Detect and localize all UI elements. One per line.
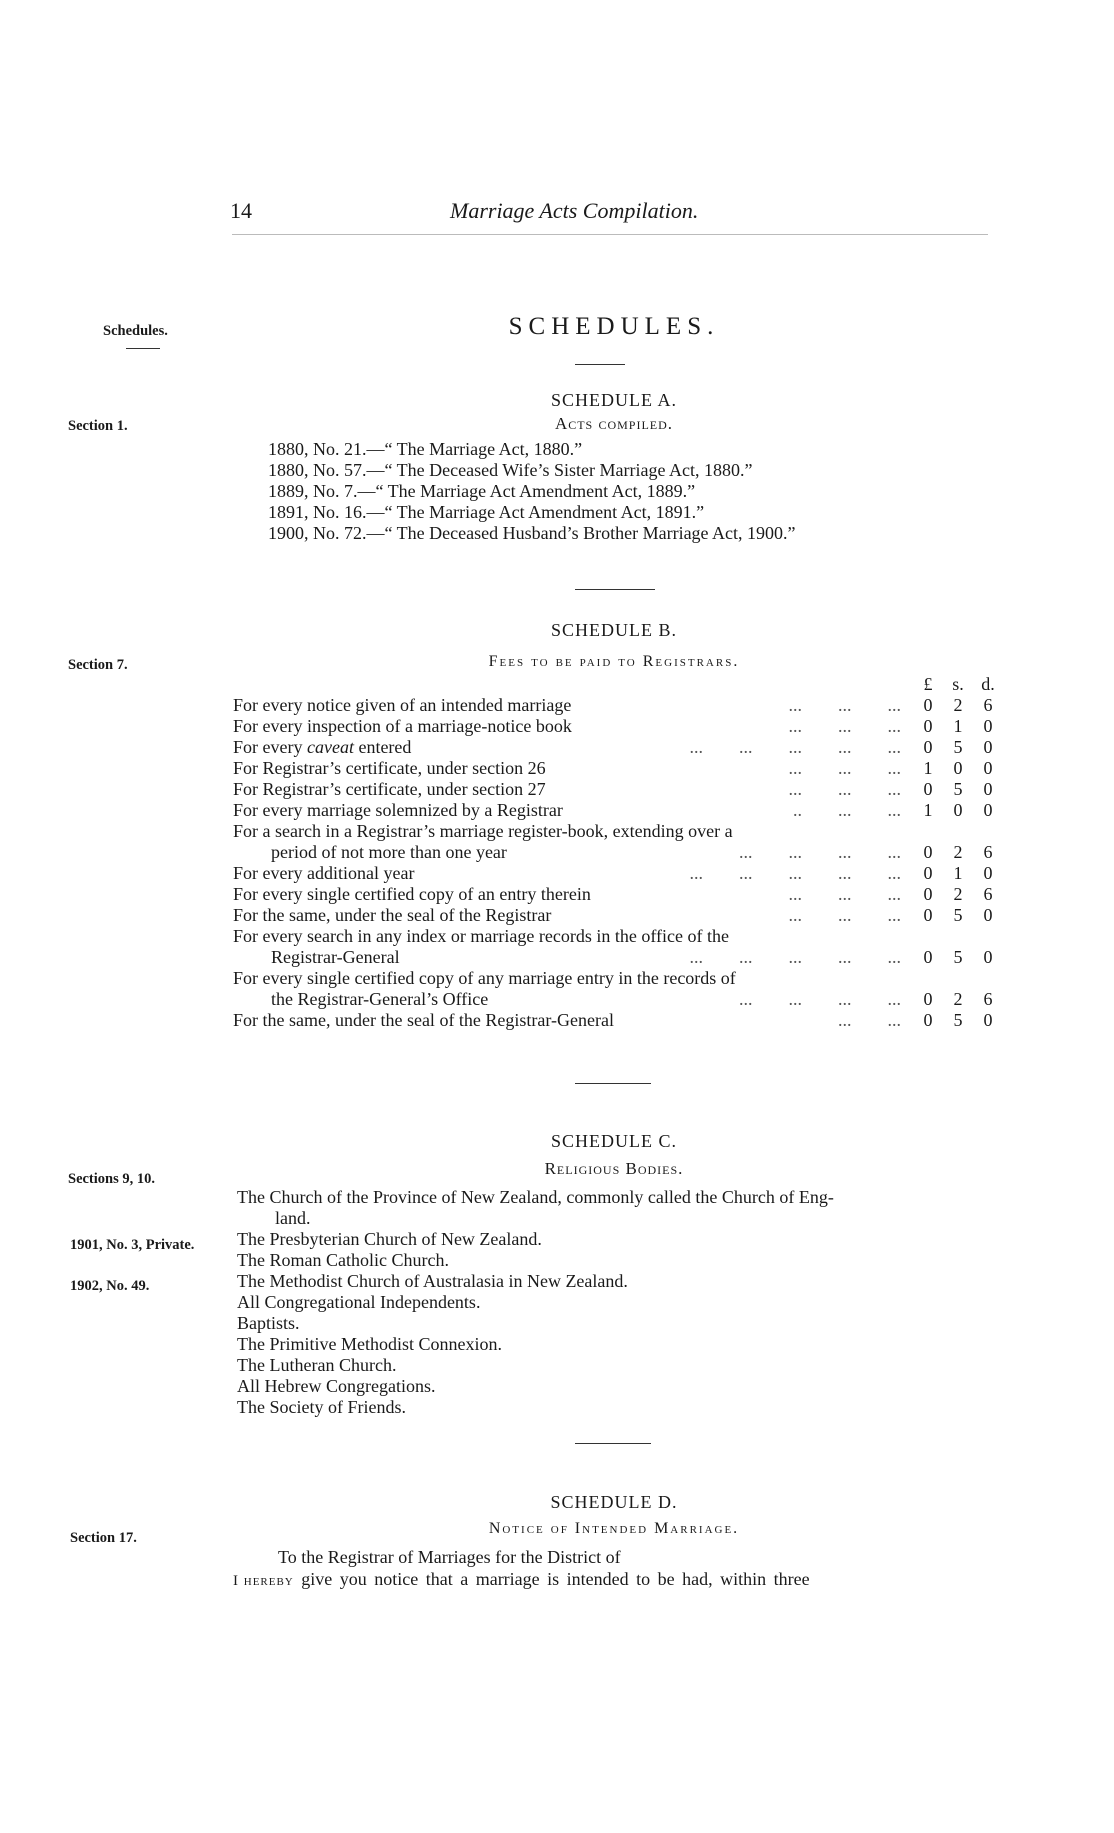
fee-pounds: 0 — [923, 737, 933, 757]
fee-pence: 0 — [983, 1010, 993, 1030]
schedule-d-heading: SCHEDULE D. — [550, 1492, 678, 1512]
fee-shillings: 5 — [953, 1010, 963, 1030]
margin-note-schedules: Schedules. — [103, 323, 168, 339]
leader-dots: ... ... ... ... — [739, 989, 901, 1009]
fee-pence: 0 — [983, 758, 993, 778]
fee-suffix: entered — [353, 737, 412, 757]
leader-dots: .. ... ... — [793, 800, 901, 820]
fee-description: For every search in any index or marriage records in the office of the — [233, 926, 729, 946]
fee-description: For a search in a Registrar’s marriage register-book, extending over a — [233, 821, 733, 841]
fee-prefix: For every — [233, 737, 307, 757]
religious-body: All Hebrew Congregations. — [237, 1376, 436, 1396]
fee-row — [233, 821, 1003, 842]
fee-pounds: 0 — [923, 779, 933, 799]
schedule-c-subheading: Religious Bodies. — [544, 1159, 684, 1178]
fee-row-continuation — [233, 989, 1003, 1010]
leader-dots: ... ... ... ... ... — [689, 863, 901, 883]
fee-description: For the same, under the seal of the Registrar-General — [233, 1010, 614, 1030]
leader-dots: ... ... ... — [788, 779, 901, 799]
fee-row — [233, 1010, 1003, 1031]
fee-pounds: 0 — [923, 842, 933, 862]
leader-dots: ... ... ... ... ... — [689, 947, 901, 967]
schedule-divider — [575, 589, 655, 590]
fee-row — [233, 884, 1003, 905]
notice-address-line: To the Registrar of Marriages for the District of — [278, 1547, 621, 1567]
fee-description: For every marriage solemnized by a Registrar — [233, 800, 563, 820]
fee-shillings: 5 — [953, 779, 963, 799]
schedule-b-heading: SCHEDULE B. — [550, 620, 677, 640]
fee-pounds: 0 — [923, 905, 933, 925]
fee-row-continuation — [233, 947, 1003, 968]
margin-note-sections-9-10: Sections 9, 10. — [68, 1171, 155, 1187]
fee-description: For every inspection of a marriage-notice book — [233, 716, 572, 736]
religious-body: The Society of Friends. — [237, 1397, 406, 1417]
fee-shillings: 2 — [953, 989, 963, 1009]
fee-pence: 6 — [983, 842, 993, 862]
margin-note-act-1902: 1902, No. 49. — [70, 1278, 150, 1294]
fee-pounds: 0 — [923, 695, 933, 715]
leader-dots: ... ... ... — [788, 716, 901, 736]
leader-dots: ... ... ... — [788, 905, 901, 925]
leader-dots: ... ... ... — [788, 758, 901, 778]
shillings-header: s. — [952, 674, 964, 694]
fee-description: For every single certified copy of any marriage entry in the records of — [233, 968, 736, 988]
fee-shillings: 5 — [953, 947, 963, 967]
header-rule — [232, 234, 988, 235]
fee-description: For Registrar’s certificate, under section 26 — [233, 758, 546, 778]
religious-body-continued: land. — [275, 1208, 311, 1228]
title-rule — [575, 364, 625, 365]
religious-body: The Church of the Province of New Zealand, commonly called the Church of Eng- — [237, 1187, 834, 1207]
fee-row — [233, 758, 1003, 779]
pounds-header: £ — [923, 674, 933, 694]
fee-pounds: 0 — [923, 1010, 933, 1030]
religious-body: The Presbyterian Church of New Zealand. — [237, 1229, 542, 1249]
fee-pence: 0 — [983, 863, 993, 883]
fee-shillings: 5 — [953, 905, 963, 925]
fee-description: For the same, under the seal of the Registrar — [233, 905, 552, 925]
margin-note-section-1: Section 1. — [68, 418, 128, 434]
fee-description-continued: period of not more than one year — [271, 842, 507, 862]
fee-shillings: 2 — [953, 842, 963, 862]
fee-pence: 0 — [983, 737, 993, 757]
page-number: 14 — [230, 198, 252, 223]
fee-row — [233, 926, 1003, 947]
schedule-divider — [575, 1083, 651, 1084]
fee-row — [233, 695, 1003, 716]
fee-pence: 0 — [983, 905, 993, 925]
fee-description-continued: Registrar-General — [271, 947, 400, 967]
fee-pounds: 0 — [923, 884, 933, 904]
fee-pounds: 0 — [923, 947, 933, 967]
fee-shillings: 2 — [953, 695, 963, 715]
fee-row — [233, 716, 1003, 737]
act-entry: 1891, No. 16.—“ The Marriage Act Amendment Act, 1891.” — [268, 502, 705, 522]
fee-pence: 6 — [983, 695, 993, 715]
schedule-a-heading: SCHEDULE A. — [550, 390, 677, 410]
running-title: Marriage Acts Compilation. — [450, 198, 699, 223]
religious-body: The Primitive Methodist Connexion. — [237, 1334, 502, 1354]
leader-dots: ... ... — [838, 1010, 901, 1030]
leader-dots: ... ... ... — [788, 695, 901, 715]
fee-pounds: 0 — [923, 989, 933, 1009]
fee-pounds: 0 — [923, 863, 933, 883]
fee-row — [233, 968, 1003, 989]
main-title: SCHEDULES. — [508, 313, 720, 340]
religious-body: The Methodist Church of Australasia in New Zealand. — [237, 1271, 628, 1291]
fee-pence: 0 — [983, 716, 993, 736]
margin-note-act-1901: 1901, No. 3, Private. — [70, 1237, 195, 1253]
fee-shillings: 0 — [953, 800, 963, 820]
fee-pounds: 0 — [923, 716, 933, 736]
schedule-b-subheading: Fees to be paid to Registrars. — [488, 653, 740, 670]
notice-body-text: give you notice that a marriage is intended to be had, within three — [293, 1569, 810, 1589]
margin-note-rule — [126, 348, 160, 349]
fee-row — [233, 905, 1003, 926]
leader-dots: ... ... ... — [788, 884, 901, 904]
fee-pence: 0 — [983, 779, 993, 799]
pence-header: d. — [981, 674, 995, 694]
fee-row — [233, 863, 1003, 884]
act-entry: 1889, No. 7.—“ The Marriage Act Amendment Act, 1889.” — [268, 481, 696, 501]
schedule-d-subheading: Notice of Intended Marriage. — [488, 1520, 740, 1537]
fee-description: For every notice given of an intended marriage — [233, 695, 572, 715]
margin-note-section-7: Section 7. — [68, 657, 128, 673]
notice-body-line — [233, 1569, 810, 1590]
religious-body: Baptists. — [237, 1313, 300, 1333]
leader-dots: ... ... ... ... ... — [689, 737, 901, 757]
fee-row — [233, 779, 1003, 800]
religious-body: All Congregational Independents. — [237, 1292, 481, 1312]
margin-note-section-17: Section 17. — [70, 1530, 137, 1546]
fee-italic-term: caveat — [306, 737, 354, 757]
schedule-c-heading: SCHEDULE C. — [550, 1131, 677, 1151]
fee-pence: 6 — [983, 884, 993, 904]
act-entry: 1900, No. 72.—“ The Deceased Husband’s Brother Marriage Act, 1900.” — [268, 523, 796, 543]
fee-shillings: 1 — [953, 716, 963, 736]
fee-row — [233, 737, 1003, 758]
fee-shillings: 1 — [953, 863, 963, 883]
fee-shillings: 5 — [953, 737, 963, 757]
fee-pounds: 1 — [923, 758, 933, 778]
notice-lead-words: I hereby — [233, 1573, 294, 1589]
fee-description-continued: the Registrar-General’s Office — [271, 989, 489, 1009]
fee-description: For every single certified copy of an entry therein — [233, 884, 591, 904]
act-entry: 1880, No. 21.—“ The Marriage Act, 1880.” — [268, 439, 583, 459]
fee-shillings: 0 — [953, 758, 963, 778]
religious-body: The Lutheran Church. — [237, 1355, 397, 1375]
fee-description: For Registrar’s certificate, under section 27 — [233, 779, 546, 799]
schedule-divider — [575, 1443, 651, 1444]
fee-pence: 6 — [983, 989, 993, 1009]
fee-description: For every additional year — [233, 863, 415, 883]
fee-shillings: 2 — [953, 884, 963, 904]
fee-column-header — [233, 674, 1003, 695]
act-entry: 1880, No. 57.—“ The Deceased Wife’s Sister Marriage Act, 1880.” — [268, 460, 753, 480]
fee-row-continuation — [233, 842, 1003, 863]
schedule-a-subheading: Acts compiled. — [554, 414, 674, 433]
fee-pounds: 1 — [923, 800, 933, 820]
fee-row — [233, 800, 1003, 821]
religious-body: The Roman Catholic Church. — [237, 1250, 449, 1270]
leader-dots: ... ... ... ... — [739, 842, 901, 862]
fee-pence: 0 — [983, 947, 993, 967]
fee-pence: 0 — [983, 800, 993, 820]
